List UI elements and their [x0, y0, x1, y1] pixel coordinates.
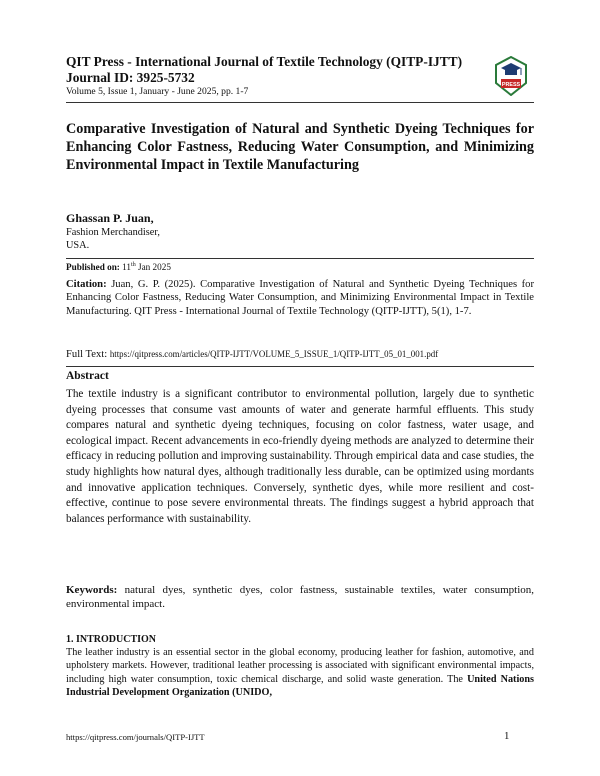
citation: [66, 278, 534, 318]
fulltext-divider: [66, 366, 534, 367]
qit-press-logo-icon: [494, 56, 528, 96]
introduction-text: [66, 646, 534, 700]
logo-text: PRESS: [501, 82, 521, 88]
journal-id: Journal ID: 3925-5732: [66, 70, 195, 85]
footer-url[interactable]: https://qitpress.com/journals/QITP-IJTT: [66, 732, 205, 742]
author-role: Fashion Merchandiser,: [66, 227, 160, 238]
page-number: 1: [504, 730, 510, 742]
keywords-text: natural dyes, synthetic dyes, color fastness, sustainable textiles, water consumption, environmental impact.: [66, 584, 535, 610]
volume-line: Volume 5, Issue 1, January - June 2025, pp. 1-7: [66, 86, 249, 97]
full-text-label: Full Text:: [66, 349, 108, 360]
published-day: 11: [122, 262, 132, 272]
full-text-link[interactable]: https://qitpress.com/articles/QITP-IJTT/VOLUME_5_ISSUE_1/QITP-IJTT_05_01_001.pdf: [109, 349, 439, 359]
published-label: Published on:: [66, 262, 120, 272]
published-rest: Jan 2025: [138, 262, 171, 272]
header-divider: [66, 102, 534, 103]
journal-title: QIT Press - International Journal of Textile Technology (QITP-IJTT): [66, 54, 463, 69]
author-affiliation: [66, 226, 160, 252]
published-date: [66, 262, 171, 272]
abstract-heading: Abstract: [66, 370, 109, 382]
keywords-label: Keywords:: [66, 584, 118, 596]
citation-text: Juan, G. P. (2025). Comparative Investigation of Natural and Synthetic Dyeing Techniques for Enhancing Color Fastness, Reducing Water Consumption, and Minimizing Environmental Impact in Textile Manufacturing. QIT Press - International Journal of Textile Technology (QITP-IJTT), 5(1), 1-7.: [66, 279, 534, 317]
introduction-body: The leather industry is an essential sector in the global economy, producing leather for fashion, automotive, and upholstery markets. However, traditional leather processing is associated with significant environmental impacts, including high water consumption, toxic chemical discharge, and solid waste generation. The: [66, 647, 534, 685]
paper-title: Comparative Investigation of Natural and Synthetic Dyeing Techniques for Enhancing Color Fastness, Reducing Water Consumption, and Minimizing Environmental Impact in Textile Manufacturing: [66, 121, 534, 173]
citation-label: Citation:: [66, 279, 107, 290]
keywords: [66, 583, 534, 611]
full-text-line: [66, 349, 438, 360]
introduction-bold-tail: United Nations Industrial Development Organization (UNIDO,: [66, 673, 534, 699]
author-name: Ghassan P. Juan,: [66, 211, 154, 225]
abstract-text: The textile industry is a significant contributor to environmental pollution, largely due to synthetic dyeing processes that consume vast amounts of water and generate harmful effluents. This study compares natural and synthetic dyeing techniques, focusing on color fastness, water usage, and ecological impact. Recent advancements in eco-friendly dyeing methods are analyzed to determine their efficacy in reducing pollution and improving sustainability. Through empirical data and case studies, the study highlights how natural dyes, although traditionally less durable, can be optimized using mordants and innovative application techniques. Conversely, synthetic dyes, while more resilient and cost-effective, continue to pose severe environmental threats. The findings suggest a hybrid approach that balances performance with sustainability.: [66, 388, 534, 525]
author-divider: [66, 258, 534, 259]
published-day-suffix: th: [131, 261, 136, 268]
author-country: USA.: [66, 240, 90, 251]
introduction-heading: 1. INTRODUCTION: [66, 634, 157, 645]
